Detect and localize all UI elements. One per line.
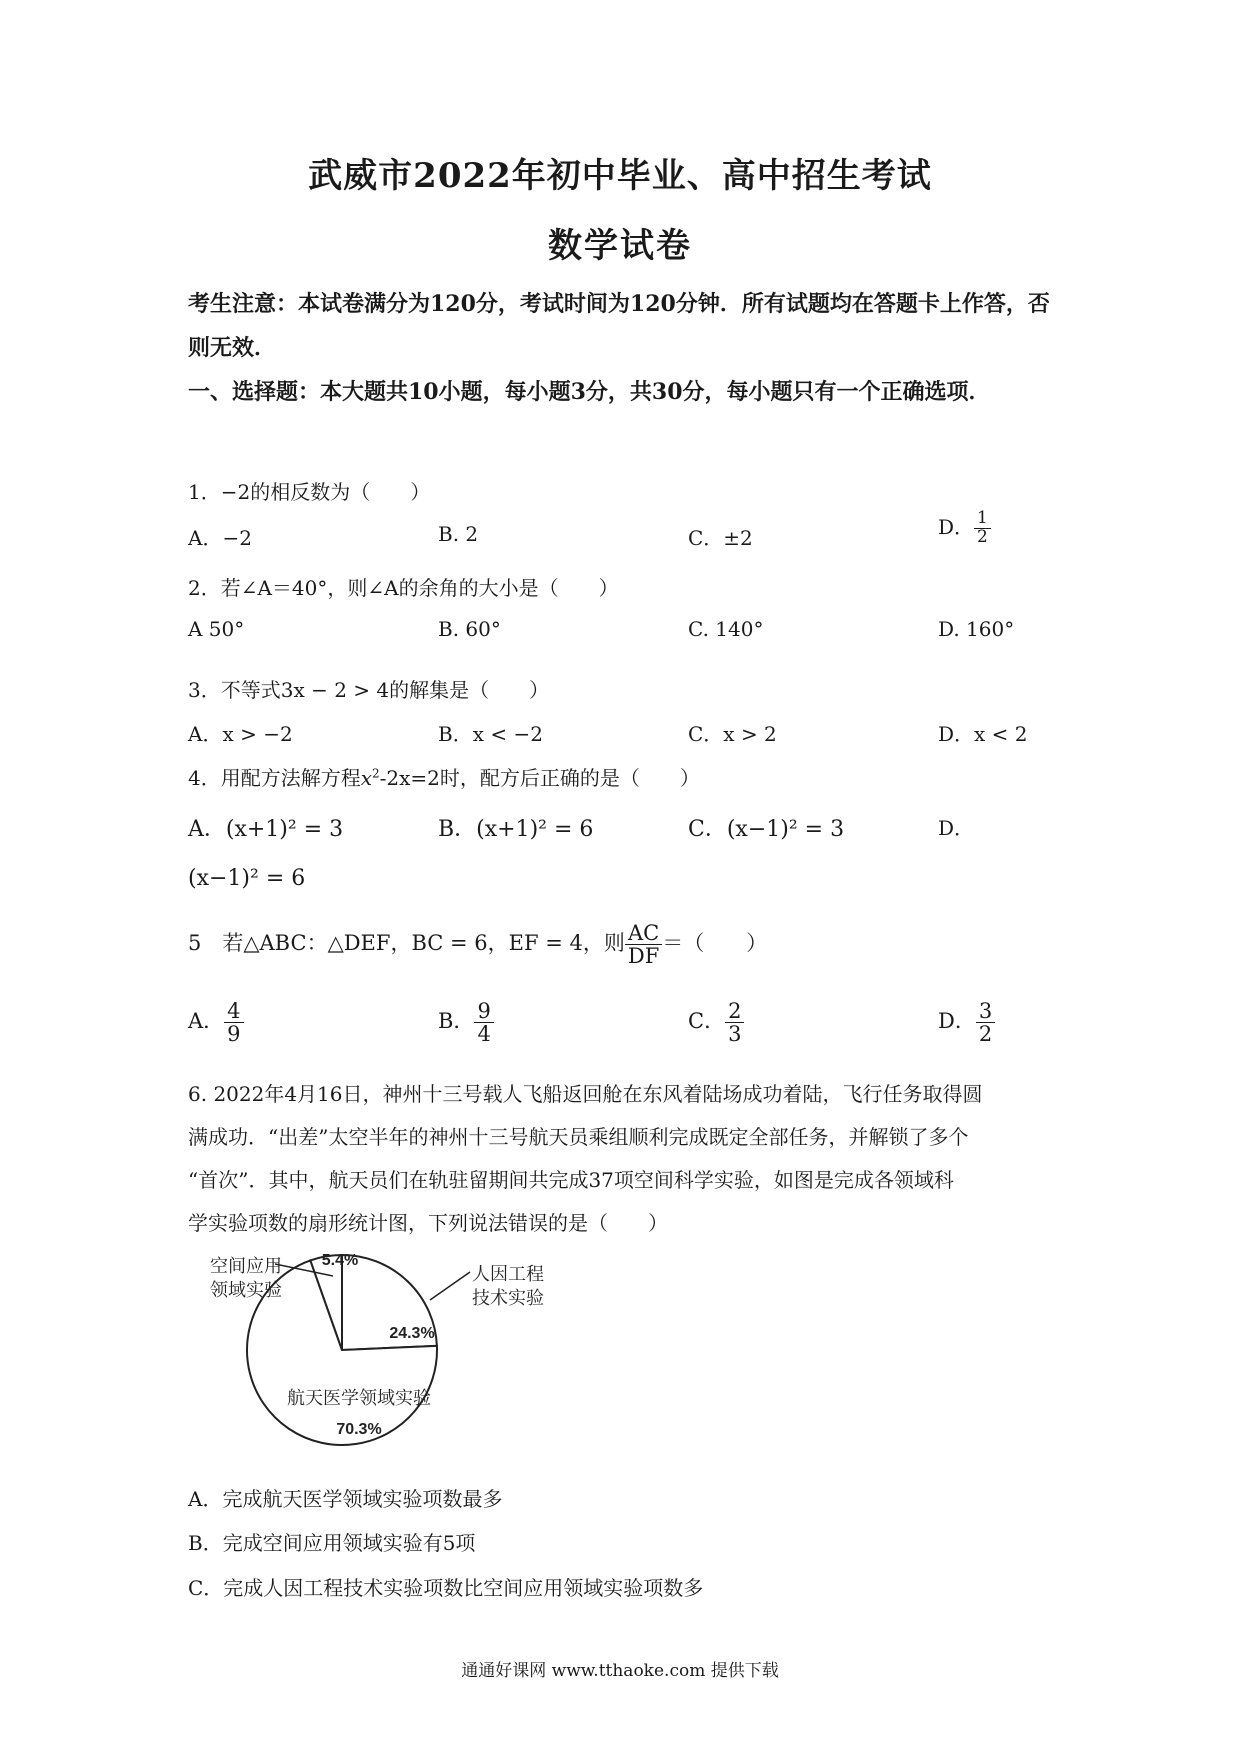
exam-title: 武威市2022年初中毕业、高中招生考试 xyxy=(308,156,932,196)
exam-notice: 考生注意：本试卷满分为120分，考试时间为120分钟．所有试题均在答题卡上作答，否则无效． xyxy=(188,291,1050,361)
slice-value-space-application: 5.4% xyxy=(321,1252,359,1269)
exam-subtitle: 数学试卷 xyxy=(548,226,692,266)
question-1-option-c: C．±2 xyxy=(688,526,753,550)
question-6-option-c: C．完成人因工程技术实验项数比空间应用领域实验项数多 xyxy=(188,1576,704,1600)
slice-label-space-application: 空间应用领域实验 xyxy=(210,1256,282,1300)
question-4-stem: 4．用配方法解方程$x^2-2x=2$时，配方后正确的是（ ） xyxy=(188,766,700,790)
question-6-option-b: B．完成空间应用领域实验有5项 xyxy=(188,1531,476,1555)
question-6-line-2: 满成功．“出差”太空半年的神州十三号航天员乘组顺利完成既定全部任务，并解锁了多个 xyxy=(188,1125,969,1149)
slice-value-medical: 70.3% xyxy=(336,1421,382,1438)
question-5-option-a: A． $\frac{4}{9}$ xyxy=(188,1000,244,1045)
question-3-option-a: A．x > −2 xyxy=(188,722,293,746)
question-2-stem: 2．若∠A＝40°，则∠A的余角的大小是（ ） xyxy=(188,576,619,600)
question-5-stem: 5 若△ABC：△DEF，BC = 6，EF = 4，则 $\frac{AC}{DF}$ ＝（ ） xyxy=(188,921,768,969)
question-4-option-c: C．(x−1)² = 3 xyxy=(688,817,845,842)
question-4-option-d-expr: (x−1)² = 6 xyxy=(188,866,306,891)
question-1-option-d: D． $\frac{1}{2}$ xyxy=(938,510,991,547)
question-6-line-1: 6. 2022年4月16日，神州十三号载人飞船返回舱在东风着陆场成功着陆，飞行任务取得圆 xyxy=(188,1082,983,1106)
question-4-option-a: A．(x+1)² = 3 xyxy=(188,817,344,842)
question-4-option-b: B．(x+1)² = 6 xyxy=(438,817,594,842)
question-1-option-b: B. 2 xyxy=(438,522,479,546)
question-3-option-b: B．x < −2 xyxy=(438,722,543,746)
question-3-option-d: D．x < 2 xyxy=(938,722,1028,746)
leader-line-human xyxy=(430,1272,470,1300)
question-6-line-4: 学实验项数的扇形统计图，下列说法错误的是（ ） xyxy=(188,1211,668,1235)
question-2-option-d: D. 160° xyxy=(938,617,1015,641)
question-5-option-d: D． $\frac{3}{2}$ xyxy=(938,1000,995,1045)
slice-value-human-factors: 24.3% xyxy=(389,1325,435,1342)
question-4-option-d: D． xyxy=(938,816,975,840)
question-5-option-c: C． $\frac{2}{3}$ xyxy=(688,1000,744,1045)
question-1-option-a: A．−2 xyxy=(188,526,252,550)
question-3-option-c: C．x > 2 xyxy=(688,722,777,746)
page-footer: 通通好课网 www.tthaoke.com 提供下载 xyxy=(461,1661,779,1681)
slice-label-medical: 航天医学领域实验 xyxy=(287,1388,431,1408)
question-2-option-a: A 50° xyxy=(188,617,245,641)
question-5-option-b: B． $\frac{9}{4}$ xyxy=(438,1000,494,1045)
question-3-stem: 3．不等式3x − 2 > 4的解集是（ ） xyxy=(188,678,550,702)
question-2-option-b: B. 60° xyxy=(438,617,501,641)
pie-chart xyxy=(190,1250,630,1490)
question-6-line-3: “首次”．其中，航天员们在轨驻留期间共完成37项空间科学实验，如图是完成各领域科 xyxy=(188,1168,954,1192)
section-header: 一、选择题：本大题共10小题，每小题3分，共30分，每小题只有一个正确选项． xyxy=(188,379,991,405)
slice-label-human-factors: 人因工程技术实验 xyxy=(472,1264,544,1308)
question-2-option-c: C. 140° xyxy=(688,617,764,641)
question-6-option-a: A．完成航天医学领域实验项数最多 xyxy=(188,1487,503,1511)
question-1-stem: 1．−2的相反数为（ ） xyxy=(188,480,431,504)
